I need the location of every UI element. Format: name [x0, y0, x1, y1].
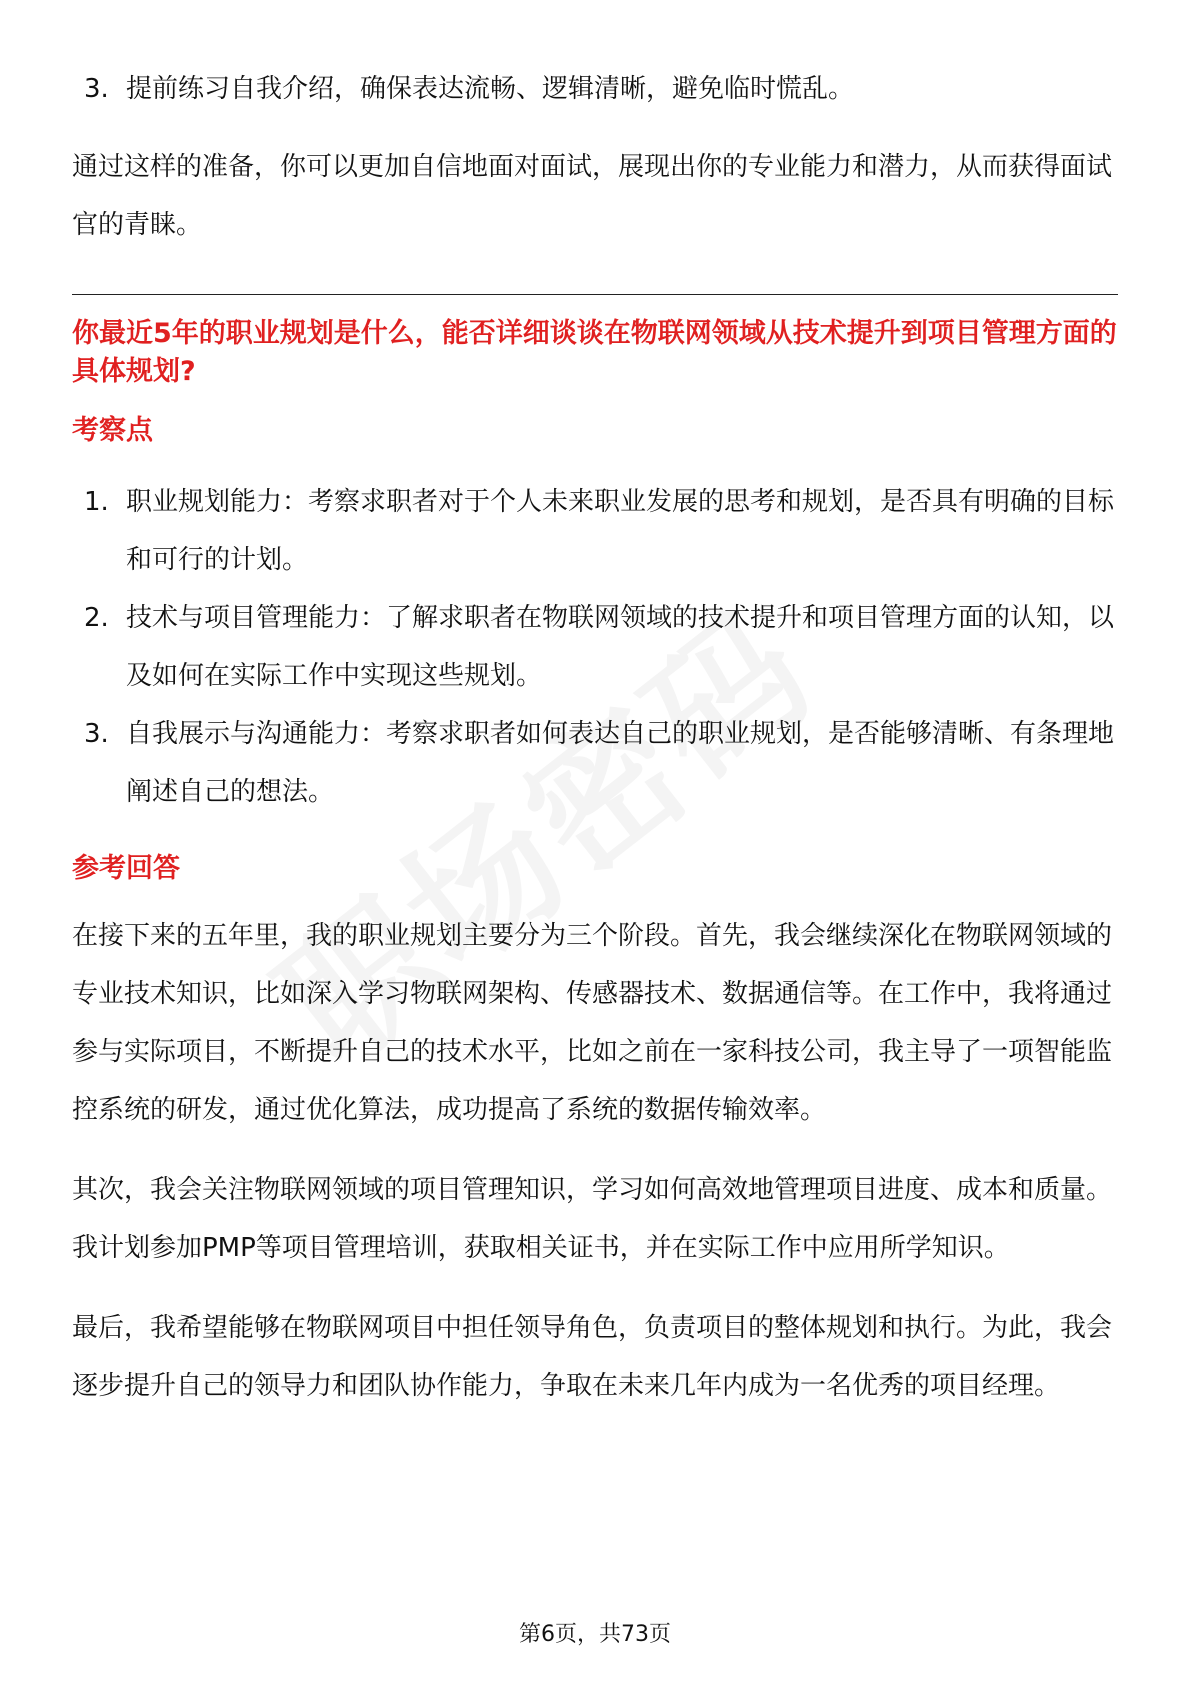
answer-paragraph: 在接下来的五年里，我的职业规划主要分为三个阶段。首先，我会继续深化在物联网领域的专业技术知识，比如深入学习物联网架构、传感器技术、数据通信等。在工作中，我将通过参与实际项目，不断提升自己的技术水平，比如之前在一家科技公司，我主导了一项智能监控系统的研发，通过优化算法，成功提高了系统的数据传输效率。	[72, 921, 1113, 1125]
list-item	[72, 589, 1118, 705]
list-text: 技术与项目管理能力：了解求职者在物联网领域的技术提升和项目管理方面的认知，以及如何在实际工作中实现这些规划。	[126, 603, 1115, 691]
list-text: 职业规划能力：考察求职者对于个人未来职业发展的思考和规划，是否具有明确的目标和可行的计划。	[126, 487, 1115, 575]
document-page	[72, 60, 1118, 1415]
list-number: 3.	[84, 74, 109, 104]
list-item	[72, 60, 1118, 118]
answer-heading: 参考回答	[72, 853, 180, 884]
list-text: 提前练习自我介绍，确保表达流畅、逻辑清晰，避免临时慌乱。	[126, 74, 855, 104]
list-number: 2.	[84, 603, 109, 633]
list-item	[72, 473, 1118, 589]
list-number: 3.	[84, 719, 109, 749]
question-title: 你最近5年的职业规划是什么，能否详细谈谈在物联网领域从技术提升到项目管理方面的具体规划?	[72, 318, 1117, 387]
list-text: 自我展示与沟通能力：考察求职者如何表达自己的职业规划，是否能够清晰、有条理地阐述自己的想法。	[126, 719, 1115, 807]
answer-paragraph: 最后，我希望能够在物联网项目中担任领导角色，负责项目的整体规划和执行。为此，我会逐步提升自己的领导力和团队协作能力，争取在未来几年内成为一名优秀的项目经理。	[72, 1313, 1113, 1401]
list-number: 1.	[84, 487, 109, 517]
focus-heading: 考察点	[72, 415, 153, 446]
page-footer: 第6页，共73页	[519, 1622, 671, 1647]
previous-list	[72, 60, 1118, 118]
list-item	[72, 705, 1118, 821]
summary-paragraph: 通过这样的准备，你可以更加自信地面对面试，展现出你的专业能力和潜力，从而获得面试官的青睐。	[72, 152, 1113, 240]
focus-list	[72, 473, 1118, 821]
answer-paragraph: 其次，我会关注物联网领域的项目管理知识，学习如何高效地管理项目进度、成本和质量。我计划参加PMP等项目管理培训，获取相关证书，并在实际工作中应用所学知识。	[72, 1175, 1113, 1263]
